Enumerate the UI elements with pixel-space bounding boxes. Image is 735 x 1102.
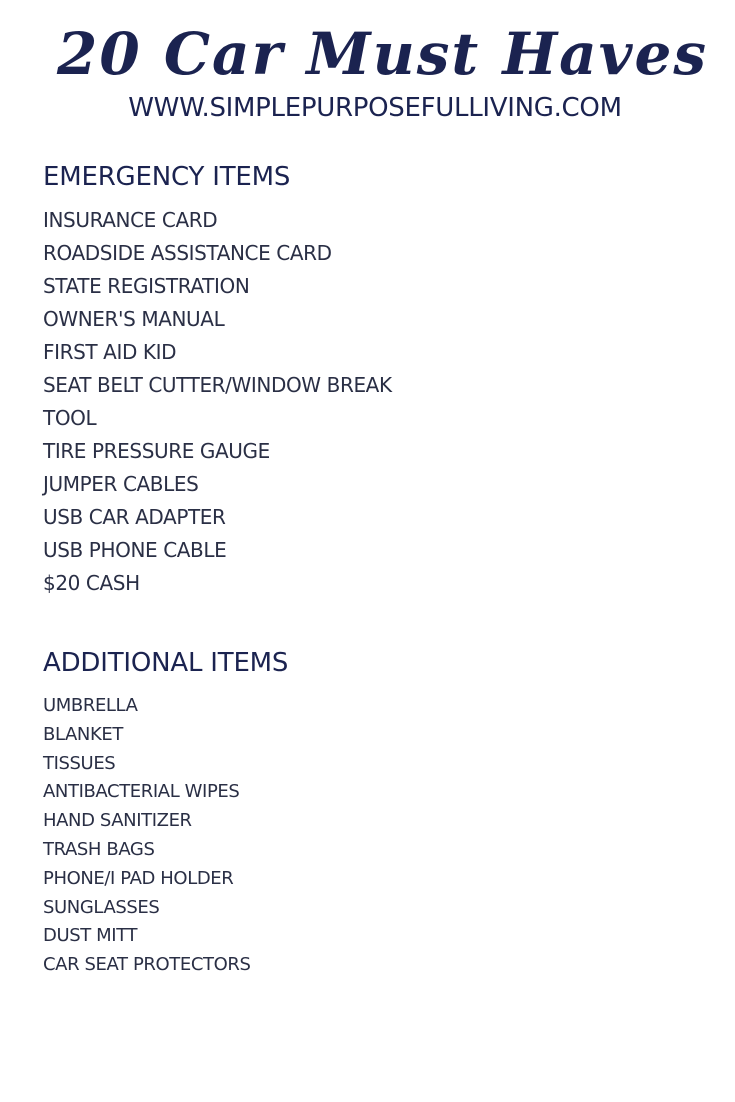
- list-item: SEAT BELT CUTTER/WINDOW BREAK: [43, 373, 392, 397]
- list-item: CAR SEAT PROTECTORS: [43, 954, 251, 976]
- list-item: JUMPER CABLES: [43, 472, 199, 496]
- list-item: DUST MITT: [43, 925, 138, 947]
- list-item: FIRST AID KID: [43, 340, 177, 364]
- list-item: BLANKET: [43, 723, 123, 745]
- list-item: TIRE PRESSURE GAUGE: [43, 439, 270, 463]
- list-item: TOOL: [43, 406, 97, 430]
- list-item: UMBRELLA: [43, 695, 138, 716]
- list-item: ROADSIDE ASSISTANCE CARD: [43, 241, 332, 265]
- website-url: WWW.SIMPLEPURPOSEFULLIVING.COM: [128, 93, 622, 123]
- page-title: 20 Car Must Haves: [56, 20, 709, 88]
- list-item: PHONE/I PAD HOLDER: [43, 867, 234, 889]
- additional-items-list: [43, 692, 251, 980]
- list-item: ANTIBACTERIAL WIPES: [43, 781, 240, 803]
- list-item: INSURANCE CARD: [43, 208, 218, 232]
- emergency-items-list: [43, 204, 392, 600]
- list-item: OWNER'S MANUAL: [43, 307, 225, 331]
- list-item: HAND SANITIZER: [43, 810, 192, 832]
- emergency-items-heading: EMERGENCY ITEMS: [43, 162, 291, 192]
- list-item: USB CAR ADAPTER: [43, 505, 226, 529]
- list-item: TRASH BAGS: [43, 838, 155, 860]
- list-item: STATE REGISTRATION: [43, 274, 250, 298]
- list-item: TISSUES: [43, 752, 116, 774]
- list-item: $20 CASH: [43, 571, 140, 595]
- additional-items-heading: ADDITIONAL ITEMS: [43, 648, 289, 678]
- list-item: USB PHONE CABLE: [43, 538, 227, 562]
- list-item: SUNGLASSES: [43, 896, 160, 918]
